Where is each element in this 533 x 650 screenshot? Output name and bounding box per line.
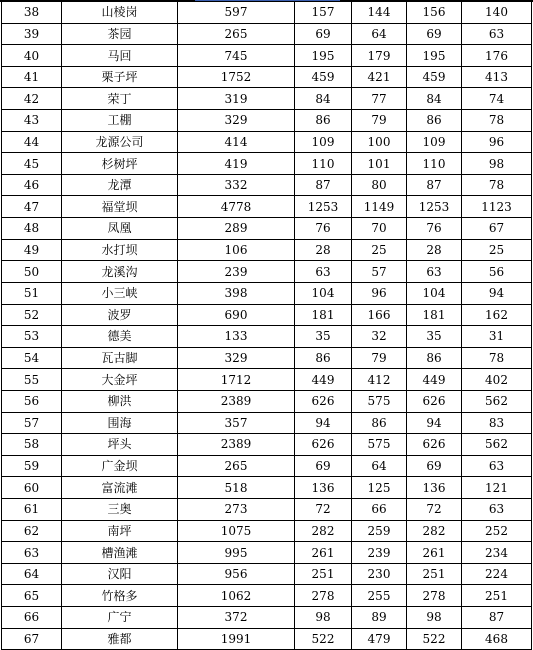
table-row <box>2 2 532 24</box>
value-cell-3: 86 <box>407 110 462 132</box>
table-row <box>2 477 532 499</box>
value-cell-2: 259 <box>352 520 407 542</box>
station-name-cell: 富流滩 <box>62 477 178 499</box>
row-index-cell: 64 <box>2 563 62 585</box>
value-cell-2: 57 <box>352 261 407 283</box>
value-cell-4: 252 <box>462 520 532 542</box>
value-cell-1: 195 <box>295 45 352 67</box>
value-cell-3: 136 <box>407 477 462 499</box>
table-row <box>2 174 532 196</box>
value-cell-3: 35 <box>407 326 462 348</box>
value-cell-4: 56 <box>462 261 532 283</box>
total-value-cell: 372 <box>178 607 295 629</box>
value-cell-4: 31 <box>462 326 532 348</box>
value-cell-4: 83 <box>462 412 532 434</box>
value-cell-4: 162 <box>462 304 532 326</box>
value-cell-4: 234 <box>462 542 532 564</box>
value-cell-1: 104 <box>295 282 352 304</box>
table-row <box>2 520 532 542</box>
value-cell-1: 69 <box>295 455 352 477</box>
total-value-cell: 414 <box>178 131 295 153</box>
value-cell-3: 459 <box>407 66 462 88</box>
row-index-cell: 61 <box>2 499 62 521</box>
row-index-cell: 63 <box>2 542 62 564</box>
total-value-cell: 133 <box>178 326 295 348</box>
value-cell-2: 96 <box>352 282 407 304</box>
total-value-cell: 518 <box>178 477 295 499</box>
table-body <box>2 2 532 650</box>
value-cell-4: 562 <box>462 390 532 412</box>
value-cell-2: 32 <box>352 326 407 348</box>
table-row <box>2 390 532 412</box>
table-row <box>2 369 532 391</box>
value-cell-3: 76 <box>407 218 462 240</box>
total-value-cell: 329 <box>178 110 295 132</box>
value-cell-1: 449 <box>295 369 352 391</box>
total-value-cell: 1712 <box>178 369 295 391</box>
table-row <box>2 542 532 564</box>
row-index-cell: 56 <box>2 390 62 412</box>
value-cell-1: 94 <box>295 412 352 434</box>
total-value-cell: 1062 <box>178 585 295 607</box>
value-cell-3: 69 <box>407 23 462 45</box>
station-name-cell: 柳洪 <box>62 390 178 412</box>
value-cell-1: 136 <box>295 477 352 499</box>
total-value-cell: 745 <box>178 45 295 67</box>
row-index-cell: 46 <box>2 174 62 196</box>
value-cell-3: 626 <box>407 390 462 412</box>
value-cell-4: 98 <box>462 153 532 175</box>
value-cell-3: 109 <box>407 131 462 153</box>
value-cell-1: 69 <box>295 23 352 45</box>
total-value-cell: 319 <box>178 88 295 110</box>
table-row <box>2 304 532 326</box>
value-cell-4: 87 <box>462 607 532 629</box>
station-name-cell: 三奥 <box>62 499 178 521</box>
value-cell-2: 479 <box>352 628 407 650</box>
value-cell-4: 402 <box>462 369 532 391</box>
data-table <box>1 1 532 650</box>
table-row <box>2 45 532 67</box>
value-cell-1: 1253 <box>295 196 352 218</box>
total-value-cell: 357 <box>178 412 295 434</box>
table-row <box>2 434 532 456</box>
value-cell-3: 69 <box>407 455 462 477</box>
row-index-cell: 65 <box>2 585 62 607</box>
total-value-cell: 597 <box>178 2 295 24</box>
row-index-cell: 67 <box>2 628 62 650</box>
value-cell-1: 626 <box>295 390 352 412</box>
total-value-cell: 690 <box>178 304 295 326</box>
value-cell-2: 70 <box>352 218 407 240</box>
total-value-cell: 2389 <box>178 434 295 456</box>
total-value-cell: 265 <box>178 455 295 477</box>
station-name-cell: 荣丁 <box>62 88 178 110</box>
row-index-cell: 39 <box>2 23 62 45</box>
row-index-cell: 50 <box>2 261 62 283</box>
station-name-cell: 小三峡 <box>62 282 178 304</box>
value-cell-3: 28 <box>407 239 462 261</box>
value-cell-4: 251 <box>462 585 532 607</box>
table-row <box>2 628 532 650</box>
row-index-cell: 48 <box>2 218 62 240</box>
station-name-cell: 槽渔滩 <box>62 542 178 564</box>
table-row <box>2 412 532 434</box>
value-cell-2: 230 <box>352 563 407 585</box>
value-cell-4: 1123 <box>462 196 532 218</box>
station-name-cell: 山棱岗 <box>62 2 178 24</box>
value-cell-3: 104 <box>407 282 462 304</box>
station-name-cell: 广金坝 <box>62 455 178 477</box>
value-cell-2: 125 <box>352 477 407 499</box>
total-value-cell: 239 <box>178 261 295 283</box>
table-row <box>2 239 532 261</box>
total-value-cell: 289 <box>178 218 295 240</box>
table-row <box>2 153 532 175</box>
table-row <box>2 131 532 153</box>
value-cell-4: 25 <box>462 239 532 261</box>
value-cell-4: 176 <box>462 45 532 67</box>
station-name-cell: 雅都 <box>62 628 178 650</box>
station-name-cell: 瓦古脚 <box>62 347 178 369</box>
value-cell-2: 86 <box>352 412 407 434</box>
table-row <box>2 499 532 521</box>
value-cell-2: 412 <box>352 369 407 391</box>
station-name-cell: 南坪 <box>62 520 178 542</box>
station-name-cell: 坪头 <box>62 434 178 456</box>
row-index-cell: 45 <box>2 153 62 175</box>
value-cell-1: 84 <box>295 88 352 110</box>
value-cell-2: 255 <box>352 585 407 607</box>
row-index-cell: 43 <box>2 110 62 132</box>
value-cell-1: 63 <box>295 261 352 283</box>
table-row <box>2 66 532 88</box>
station-name-cell: 马回 <box>62 45 178 67</box>
value-cell-3: 261 <box>407 542 462 564</box>
station-name-cell: 凤凰 <box>62 218 178 240</box>
table-row <box>2 218 532 240</box>
value-cell-4: 413 <box>462 66 532 88</box>
value-cell-4: 74 <box>462 88 532 110</box>
value-cell-1: 86 <box>295 347 352 369</box>
table-row <box>2 347 532 369</box>
row-index-cell: 47 <box>2 196 62 218</box>
value-cell-2: 101 <box>352 153 407 175</box>
row-index-cell: 53 <box>2 326 62 348</box>
row-index-cell: 62 <box>2 520 62 542</box>
value-cell-1: 110 <box>295 153 352 175</box>
value-cell-3: 278 <box>407 585 462 607</box>
value-cell-1: 87 <box>295 174 352 196</box>
value-cell-1: 278 <box>295 585 352 607</box>
value-cell-1: 86 <box>295 110 352 132</box>
row-index-cell: 59 <box>2 455 62 477</box>
value-cell-2: 25 <box>352 239 407 261</box>
row-index-cell: 49 <box>2 239 62 261</box>
table-row <box>2 326 532 348</box>
value-cell-1: 522 <box>295 628 352 650</box>
station-name-cell: 围海 <box>62 412 178 434</box>
total-value-cell: 332 <box>178 174 295 196</box>
total-value-cell: 106 <box>178 239 295 261</box>
table-row <box>2 23 532 45</box>
value-cell-3: 195 <box>407 45 462 67</box>
total-value-cell: 265 <box>178 23 295 45</box>
total-value-cell: 4778 <box>178 196 295 218</box>
value-cell-1: 261 <box>295 542 352 564</box>
station-name-cell: 杉树坪 <box>62 153 178 175</box>
station-name-cell: 大金坪 <box>62 369 178 391</box>
value-cell-4: 224 <box>462 563 532 585</box>
value-cell-3: 181 <box>407 304 462 326</box>
value-cell-1: 251 <box>295 563 352 585</box>
value-cell-4: 63 <box>462 499 532 521</box>
value-cell-4: 78 <box>462 174 532 196</box>
value-cell-1: 109 <box>295 131 352 153</box>
row-index-cell: 42 <box>2 88 62 110</box>
value-cell-3: 626 <box>407 434 462 456</box>
value-cell-1: 181 <box>295 304 352 326</box>
table-row <box>2 585 532 607</box>
value-cell-4: 63 <box>462 23 532 45</box>
value-cell-2: 66 <box>352 499 407 521</box>
total-value-cell: 1991 <box>178 628 295 650</box>
station-name-cell: 波罗 <box>62 304 178 326</box>
value-cell-1: 28 <box>295 239 352 261</box>
value-cell-4: 67 <box>462 218 532 240</box>
value-cell-2: 1149 <box>352 196 407 218</box>
value-cell-2: 421 <box>352 66 407 88</box>
table-row <box>2 261 532 283</box>
total-value-cell: 956 <box>178 563 295 585</box>
value-cell-4: 562 <box>462 434 532 456</box>
station-name-cell: 茶园 <box>62 23 178 45</box>
value-cell-3: 94 <box>407 412 462 434</box>
value-cell-2: 89 <box>352 607 407 629</box>
value-cell-4: 94 <box>462 282 532 304</box>
value-cell-4: 468 <box>462 628 532 650</box>
value-cell-4: 96 <box>462 131 532 153</box>
table-row <box>2 110 532 132</box>
row-index-cell: 41 <box>2 66 62 88</box>
total-value-cell: 398 <box>178 282 295 304</box>
station-name-cell: 德美 <box>62 326 178 348</box>
value-cell-2: 79 <box>352 110 407 132</box>
value-cell-3: 72 <box>407 499 462 521</box>
station-name-cell: 汉阳 <box>62 563 178 585</box>
value-cell-1: 626 <box>295 434 352 456</box>
value-cell-3: 63 <box>407 261 462 283</box>
value-cell-2: 80 <box>352 174 407 196</box>
table-row <box>2 88 532 110</box>
value-cell-2: 166 <box>352 304 407 326</box>
value-cell-1: 282 <box>295 520 352 542</box>
value-cell-1: 459 <box>295 66 352 88</box>
row-index-cell: 38 <box>2 2 62 24</box>
value-cell-4: 78 <box>462 110 532 132</box>
value-cell-3: 449 <box>407 369 462 391</box>
value-cell-2: 575 <box>352 390 407 412</box>
station-name-cell: 龙源公司 <box>62 131 178 153</box>
value-cell-3: 251 <box>407 563 462 585</box>
value-cell-4: 63 <box>462 455 532 477</box>
total-value-cell: 2389 <box>178 390 295 412</box>
value-cell-3: 282 <box>407 520 462 542</box>
station-name-cell: 竹格多 <box>62 585 178 607</box>
table-row <box>2 282 532 304</box>
value-cell-3: 156 <box>407 2 462 24</box>
total-value-cell: 1075 <box>178 520 295 542</box>
total-value-cell: 273 <box>178 499 295 521</box>
value-cell-2: 77 <box>352 88 407 110</box>
value-cell-2: 64 <box>352 455 407 477</box>
row-index-cell: 58 <box>2 434 62 456</box>
table-row <box>2 455 532 477</box>
value-cell-4: 78 <box>462 347 532 369</box>
value-cell-3: 1253 <box>407 196 462 218</box>
value-cell-2: 144 <box>352 2 407 24</box>
row-index-cell: 52 <box>2 304 62 326</box>
total-value-cell: 419 <box>178 153 295 175</box>
value-cell-3: 522 <box>407 628 462 650</box>
station-name-cell: 龙潭 <box>62 174 178 196</box>
row-index-cell: 51 <box>2 282 62 304</box>
value-cell-3: 84 <box>407 88 462 110</box>
value-cell-1: 76 <box>295 218 352 240</box>
value-cell-4: 140 <box>462 2 532 24</box>
station-name-cell: 栗子坪 <box>62 66 178 88</box>
table-row <box>2 563 532 585</box>
value-cell-3: 87 <box>407 174 462 196</box>
value-cell-2: 79 <box>352 347 407 369</box>
station-name-cell: 水打坝 <box>62 239 178 261</box>
table-row <box>2 196 532 218</box>
value-cell-1: 72 <box>295 499 352 521</box>
station-name-cell: 工棚 <box>62 110 178 132</box>
station-name-cell: 龙溪沟 <box>62 261 178 283</box>
total-value-cell: 329 <box>178 347 295 369</box>
value-cell-2: 239 <box>352 542 407 564</box>
total-value-cell: 1752 <box>178 66 295 88</box>
value-cell-3: 110 <box>407 153 462 175</box>
value-cell-2: 575 <box>352 434 407 456</box>
total-value-cell: 995 <box>178 542 295 564</box>
value-cell-1: 35 <box>295 326 352 348</box>
row-index-cell: 44 <box>2 131 62 153</box>
station-name-cell: 广宁 <box>62 607 178 629</box>
value-cell-3: 98 <box>407 607 462 629</box>
value-cell-1: 98 <box>295 607 352 629</box>
value-cell-4: 121 <box>462 477 532 499</box>
value-cell-2: 179 <box>352 45 407 67</box>
row-index-cell: 57 <box>2 412 62 434</box>
value-cell-2: 64 <box>352 23 407 45</box>
row-index-cell: 66 <box>2 607 62 629</box>
value-cell-2: 100 <box>352 131 407 153</box>
row-index-cell: 55 <box>2 369 62 391</box>
row-index-cell: 40 <box>2 45 62 67</box>
row-index-cell: 54 <box>2 347 62 369</box>
station-name-cell: 福堂坝 <box>62 196 178 218</box>
value-cell-1: 157 <box>295 2 352 24</box>
table-row <box>2 607 532 629</box>
row-index-cell: 60 <box>2 477 62 499</box>
value-cell-3: 86 <box>407 347 462 369</box>
